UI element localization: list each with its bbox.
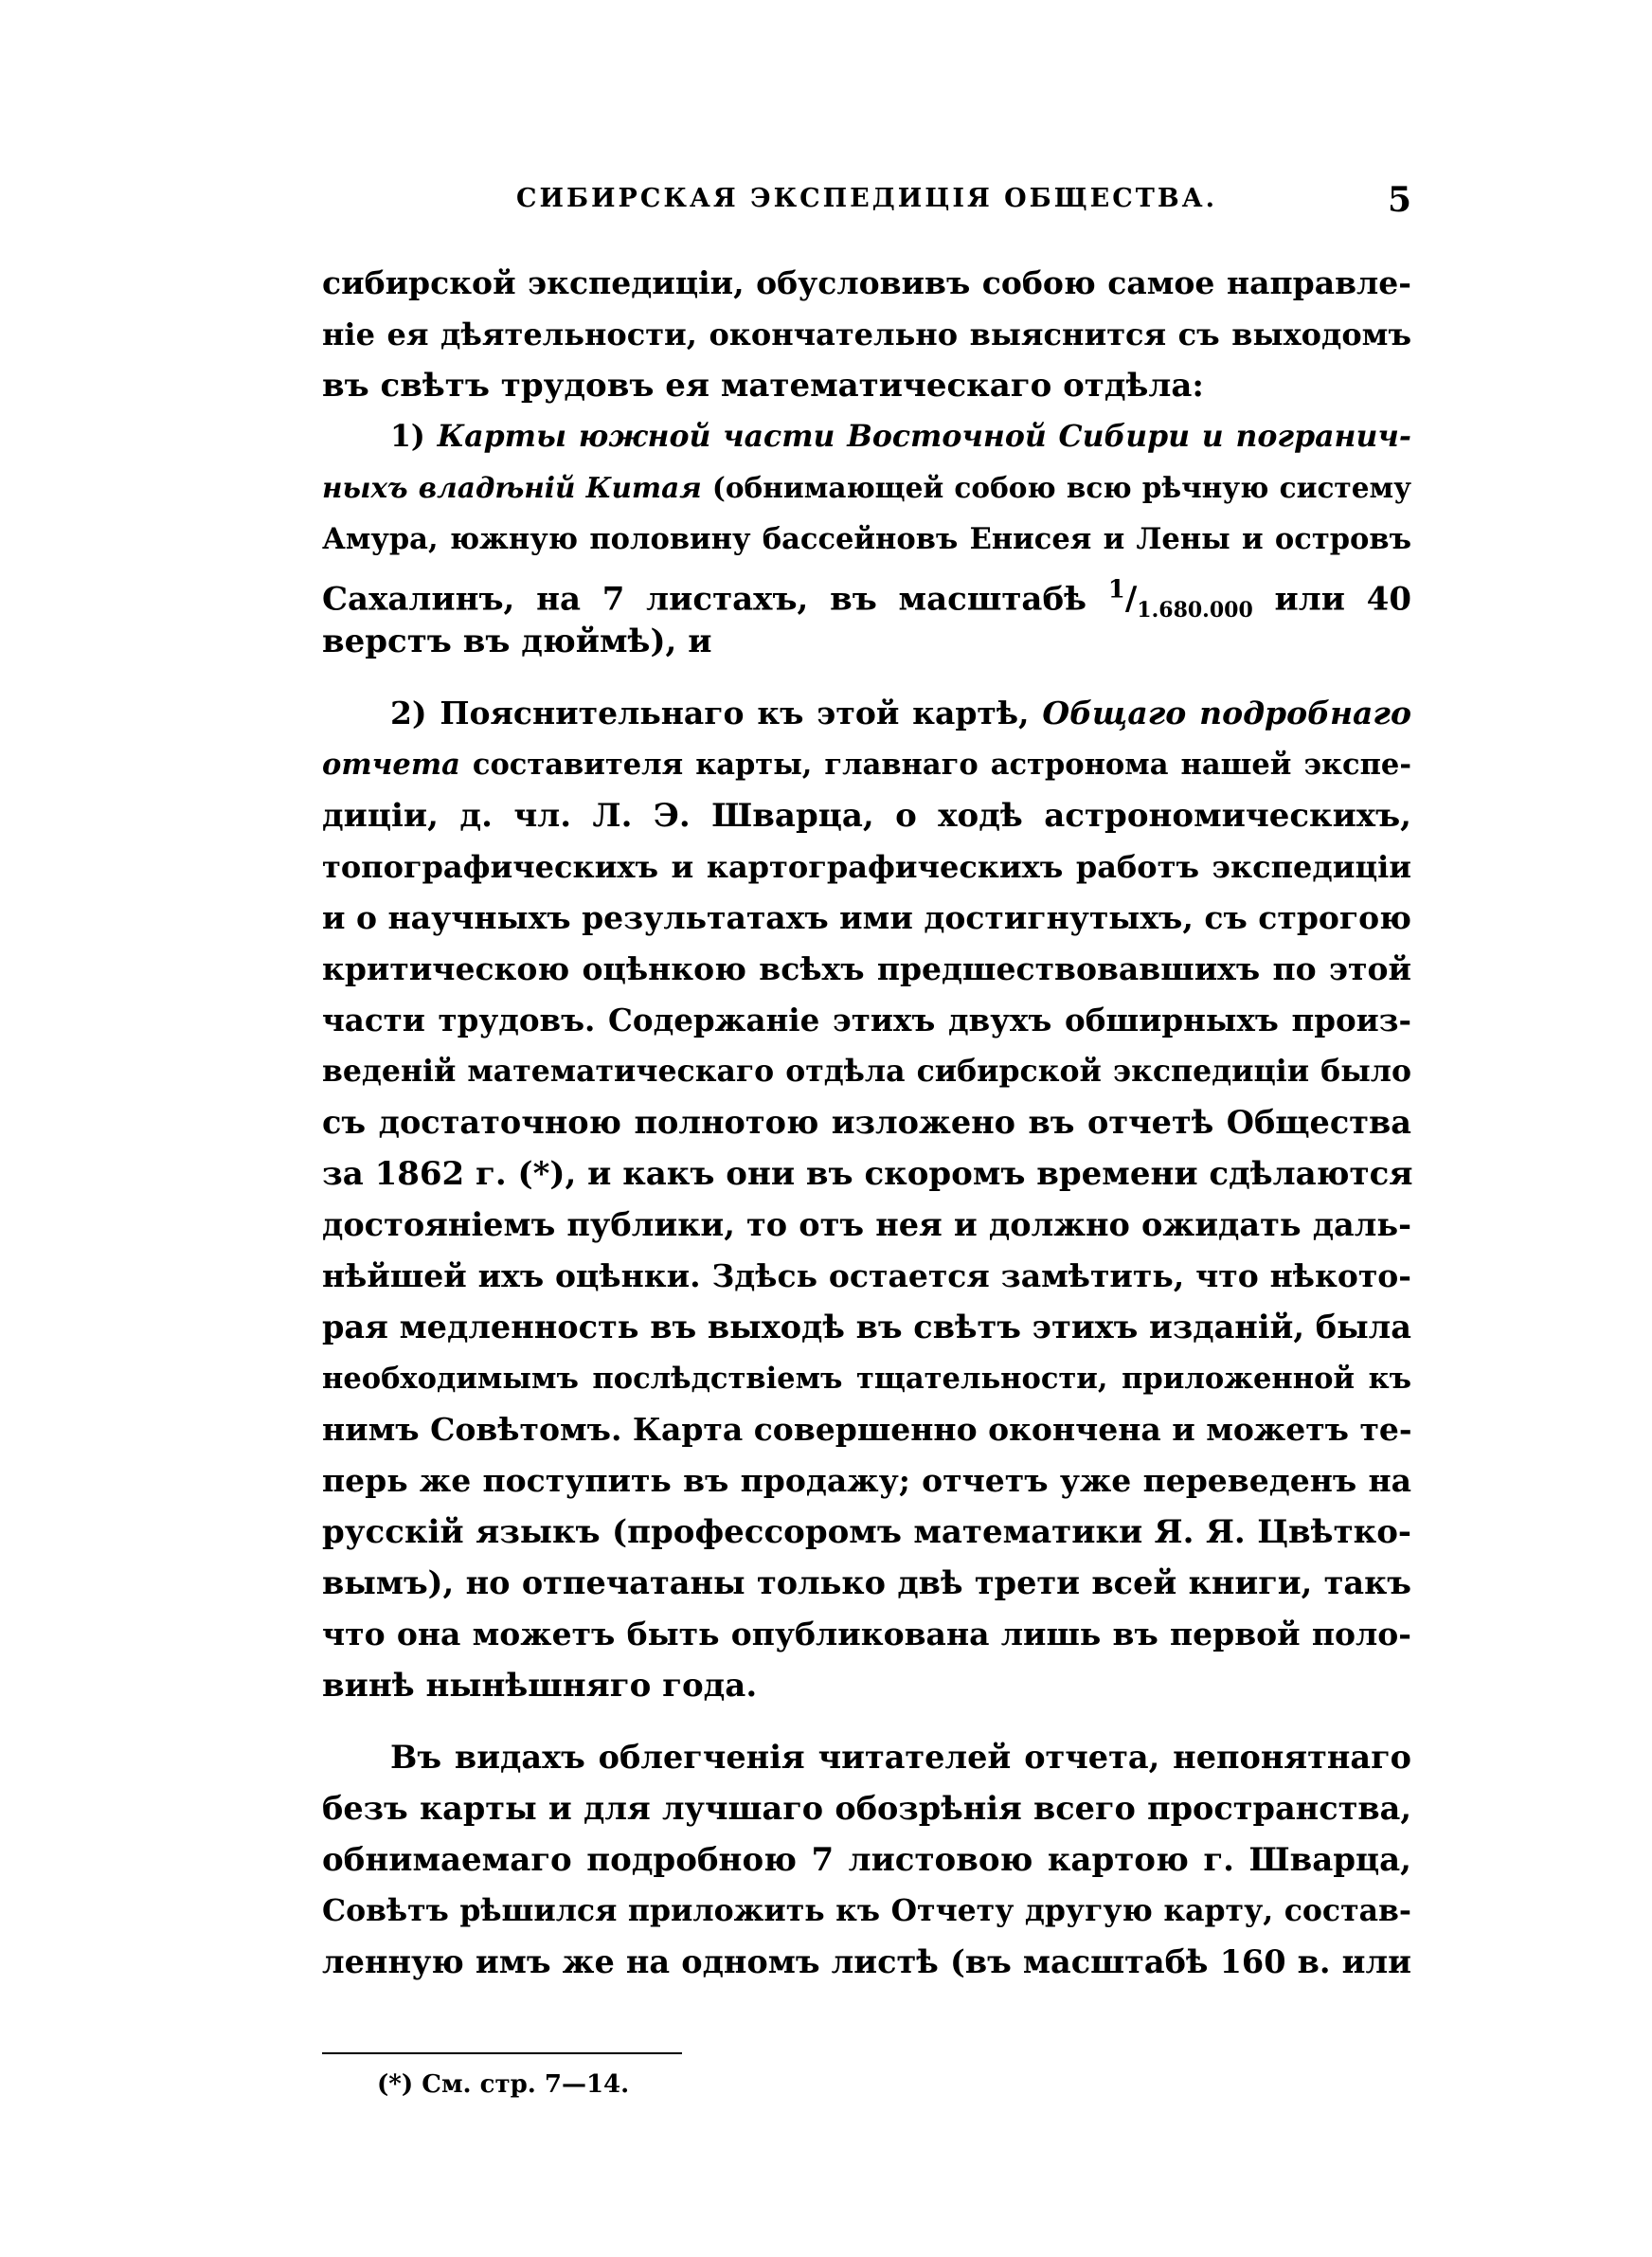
scale-fraction: $^1/_{1.680.000}$ — [1107, 576, 1253, 623]
text-line: достояніемъ публики, то отъ нея и должно ожидать даль- — [322, 1206, 1411, 1243]
text-line: нимъ Совѣтомъ. Карта совершенно окончена и можетъ те- — [322, 1411, 1412, 1448]
text-line: топографическихъ и картографическихъ работъ экспедиціи — [322, 849, 1411, 885]
text-line: веденій математическаго отдѣла сибирской экспедиціи было — [322, 1054, 1411, 1089]
running-title: СИБИРСКАЯ ЭКСПЕДИЦІЯ ОБЩЕСТВА. — [515, 184, 1218, 213]
text-line: нѣйшей ихъ оцѣнки. Здѣсь остается замѣтить, что нѣкото- — [322, 1257, 1411, 1294]
text-line: части трудовъ. Содержаніе этихъ двухъ обширныхъ произ- — [322, 1002, 1411, 1038]
text-line: ленную имъ же на одномъ листѣ (въ масштабѣ 160 в. или — [322, 1943, 1411, 1980]
italic-title: Общаго подробнаго — [1042, 695, 1411, 731]
text-line: что она можетъ быть опубликована лишь въ первой поло- — [322, 1616, 1411, 1652]
text-line: въ свѣтъ трудовъ ея математическаго отдѣла: — [322, 367, 1204, 405]
page-number: 5 — [1387, 180, 1411, 220]
italic-title: отчета — [322, 748, 460, 782]
body-text — [322, 258, 1411, 1988]
text-line: Сахалинъ, на 7 листахъ, въ масштабѣ $^1/_{1.680.000}$ или 40 — [322, 576, 1411, 623]
text-line: ныхъ владѣній Китая (обнимающей собою всю рѣчную систему — [322, 471, 1411, 504]
footnote: (*) См. стр. 7—14. — [377, 2070, 630, 2099]
text-line: безъ карты и для лучшаго обозрѣнія всего пространства, — [322, 1790, 1411, 1827]
text-line: Совѣтъ рѣшился приложить къ Отчету другую карту, состав- — [322, 1893, 1411, 1928]
text-line: критическою оцѣнкою всѣхъ предшествовавшихъ по этой — [322, 950, 1411, 987]
text-line: отчета составителя карты, главнаго астронома нашей экспе- — [322, 748, 1411, 782]
text-line: 1) Карты южной части Восточной Сибири и погранич- — [390, 419, 1411, 454]
text-line: 2) Пояснительнаго къ этой картѣ, Общаго подробнаго — [390, 695, 1411, 731]
italic-title: Карты южной части Восточной Сибири и погранич- — [437, 419, 1411, 454]
text-line: винѣ нынѣшняго года. — [322, 1667, 758, 1705]
footnote-divider — [322, 2052, 682, 2054]
text-line: обнимаемаго подробною 7 листовою картою г. Шварца, — [322, 1841, 1411, 1879]
text-line: рая медленность въ выходѣ въ свѣтъ этихъ изданій, была — [322, 1309, 1411, 1345]
text-line: Амура, южную половину бассейновъ Енисея и Лены и островъ — [322, 522, 1411, 556]
text-line: и о научныхъ результатахъ ими достигнутыхъ, съ строгою — [322, 899, 1411, 936]
text-line: за 1862 г. (*), и какъ они въ скоромъ времени сдѣлаются — [322, 1155, 1413, 1193]
text-line: Въ видахъ облегченія читателей отчета, непонятнаго — [390, 1739, 1411, 1776]
page-header — [322, 180, 1411, 227]
text-line: необходимымъ послѣдствіемъ тщательности, приложенной къ — [322, 1362, 1411, 1396]
text-line: ніе ея дѣятельности, окончательно выяснится съ выходомъ — [322, 316, 1411, 352]
text-line: диціи, д. чл. Л. Э. Шварца, о ходѣ астрономическихъ, — [322, 797, 1411, 835]
text-line: вымъ), но отпечатаны только двѣ трети всей книги, такъ — [322, 1564, 1411, 1601]
text-line: перь же поступить въ продажу; отчетъ уже переведенъ на — [322, 1462, 1411, 1499]
text-line: верстъ въ дюймѣ), и — [322, 623, 712, 660]
text-line: сибирской экспедиціи, обусловивъ собою самое направле- — [322, 264, 1411, 301]
text-line: съ достаточною полнотою изложено въ отчетѣ Общества — [322, 1104, 1411, 1141]
italic-title: ныхъ владѣній Китая — [322, 471, 702, 504]
text-line: русскій языкъ (профессоромъ математики Я. Я. Цвѣтко- — [322, 1513, 1411, 1551]
